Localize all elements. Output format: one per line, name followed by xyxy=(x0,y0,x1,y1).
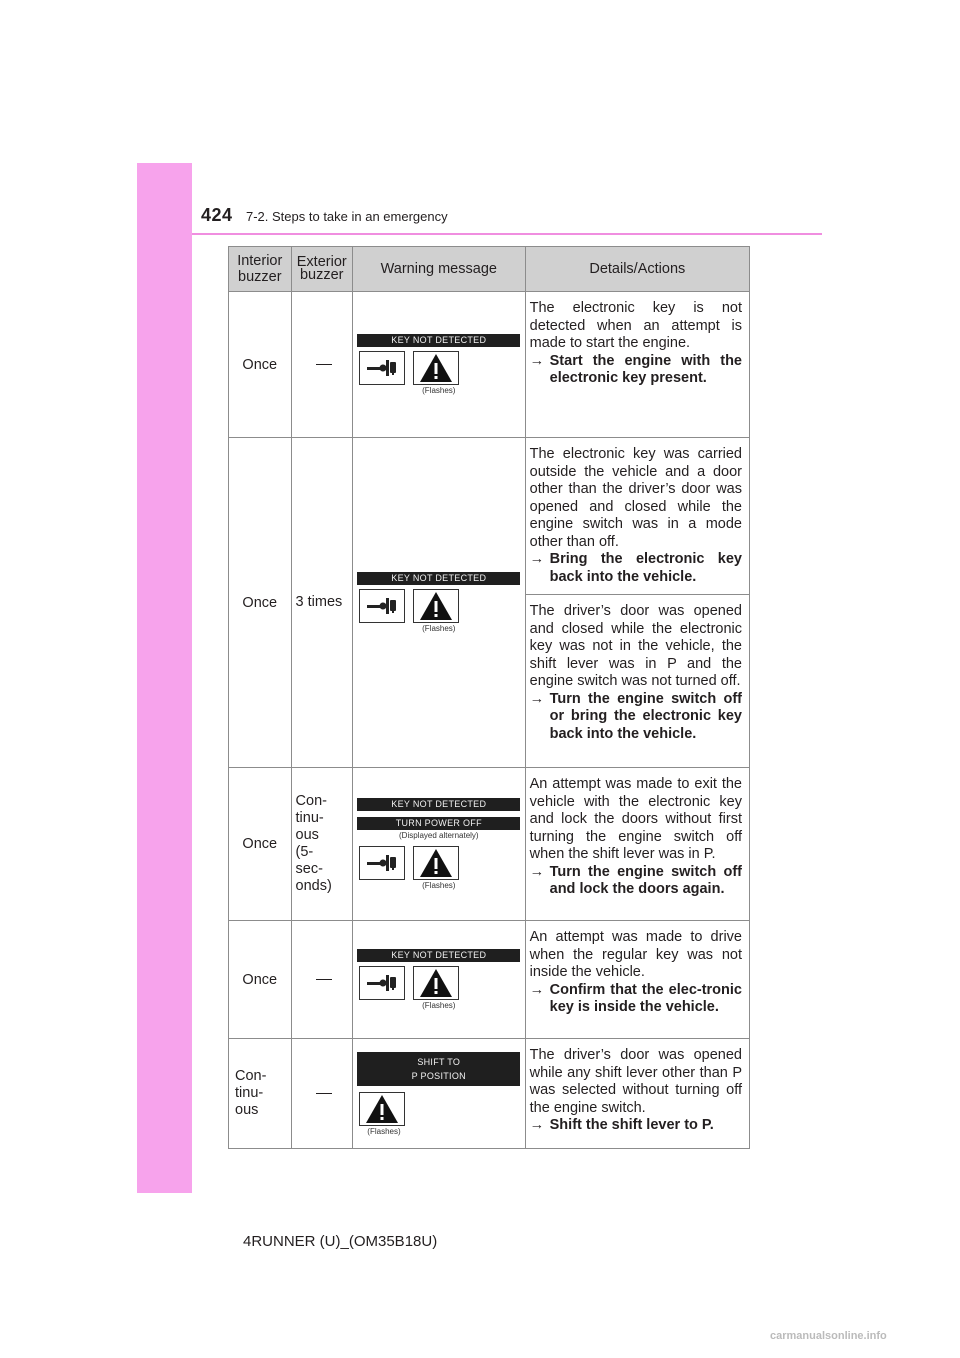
message-bar-line: P POSITION xyxy=(411,1070,466,1081)
detail-text: An attempt was made to exit the vehicle with the electronic key and lock the doors without first turning the engine switch off when the shift lever was in P. xyxy=(529,776,742,862)
exterior-buzzer-cell xyxy=(291,1039,352,1149)
exterior-buzzer-cell xyxy=(291,921,352,1039)
action-line xyxy=(530,691,742,744)
page-number: 424 xyxy=(201,205,233,225)
table-row xyxy=(229,292,750,438)
interior-buzzer-cell: Once xyxy=(229,438,292,768)
warning-triangle-icon xyxy=(413,846,459,880)
header-exterior-buzzer: Exterior buzzer xyxy=(291,247,352,292)
table-row xyxy=(229,921,750,1039)
message-bar-line: SHIFT TO xyxy=(417,1056,461,1067)
exterior-buzzer-cell: Con- tinu- ous (5- sec- onds) xyxy=(291,768,352,921)
side-tab-band xyxy=(137,163,192,1193)
header-interior-buzzer: Interior buzzer xyxy=(229,247,292,292)
warning-message-cell xyxy=(352,292,525,438)
detail-text: An attempt was made to drive when the regular key was not inside the vehicle. xyxy=(529,929,742,980)
arrow-icon: → xyxy=(529,352,545,369)
detail-text: The driver’s door was opened and closed while the electronic key was not in the vehicle, the shift lever was in P and the engine switch was not turned off. xyxy=(529,603,742,689)
detail-text: The electronic key is not detected when an attempt is made to start the engine. xyxy=(529,300,742,351)
warning-message-cell xyxy=(352,921,525,1039)
header-details-actions: Details/Actions xyxy=(525,247,749,292)
action-line xyxy=(530,982,742,1017)
flashes-caption: (Flashes) xyxy=(422,881,456,890)
action-line xyxy=(530,864,742,899)
action-line xyxy=(530,551,742,586)
flashes-caption: (Flashes) xyxy=(367,1126,401,1136)
message-bar: KEY NOT DETECTED xyxy=(357,798,520,811)
message-bar: KEY NOT DETECTED xyxy=(357,949,520,962)
interior-buzzer-cell: Once xyxy=(229,292,292,438)
watermark: carmanualsonline.info xyxy=(770,1330,887,1342)
arrow-icon: → xyxy=(529,690,545,707)
details-cell xyxy=(525,595,749,768)
detail-text: The driver’s door was opened while any shift lever other than P was selected without turning off the engine switch. xyxy=(529,1047,742,1116)
warning-triangle-icon xyxy=(413,966,459,1000)
table-row xyxy=(229,768,750,921)
action-text: Turn the engine switch off and lock the doors again. xyxy=(549,863,742,897)
arrow-icon: → xyxy=(529,1117,545,1133)
action-text: Shift the shift lever to P. xyxy=(549,1117,714,1133)
interior-buzzer-cell: Once xyxy=(229,768,292,921)
key-person-icon xyxy=(359,351,405,385)
warning-message-cell xyxy=(352,1039,525,1149)
dash-mark xyxy=(316,979,332,980)
flashes-caption: (Flashes) xyxy=(422,386,456,395)
warning-table xyxy=(228,246,750,1149)
warning-message-cell xyxy=(352,768,525,921)
key-person-icon xyxy=(359,966,405,1000)
key-person-icon xyxy=(359,589,405,623)
section-title: 7-2. Steps to take in an emergency xyxy=(246,209,448,224)
message-bar: KEY NOT DETECTED xyxy=(357,334,520,347)
flashes-caption: (Flashes) xyxy=(422,1001,456,1010)
action-line xyxy=(530,1117,742,1135)
dash-mark xyxy=(316,1093,332,1094)
warning-triangle-icon xyxy=(359,1092,405,1126)
arrow-icon: → xyxy=(529,981,545,998)
message-bar: KEY NOT DETECTED xyxy=(357,572,520,585)
action-text: Bring the electronic key back into the vehicle. xyxy=(549,551,742,585)
warning-triangle-icon xyxy=(413,351,459,385)
message-display xyxy=(357,798,520,890)
details-cell xyxy=(525,921,749,1039)
arrow-icon: → xyxy=(529,551,545,567)
details-cell xyxy=(525,768,749,921)
header-rule xyxy=(192,233,822,235)
table-row xyxy=(229,1039,750,1149)
warning-message-cell xyxy=(352,438,525,768)
exterior-buzzer-cell: 3 times xyxy=(291,438,352,768)
message-bar xyxy=(357,1052,520,1086)
interior-buzzer-cell: Once xyxy=(229,921,292,1039)
message-display xyxy=(357,572,520,633)
key-person-icon xyxy=(359,846,405,880)
action-text: Confirm that the elec-tronic key is inside the vehicle. xyxy=(549,981,742,1015)
details-cell xyxy=(525,438,749,595)
footer-model: 4RUNNER (U)_(OM35B18U) xyxy=(243,1233,438,1250)
action-line xyxy=(530,353,742,388)
message-display xyxy=(357,334,520,395)
details-cell xyxy=(525,292,749,438)
message-bar: TURN POWER OFF xyxy=(357,817,520,830)
message-display xyxy=(357,1052,520,1136)
interior-buzzer-cell: Con- tinu- ous xyxy=(229,1039,292,1149)
flashes-caption: (Flashes) xyxy=(422,624,456,633)
details-cell xyxy=(525,1039,749,1149)
table-header-row xyxy=(229,247,750,292)
arrow-icon: → xyxy=(529,863,545,880)
dash-mark xyxy=(316,364,332,365)
message-display xyxy=(357,949,520,1010)
action-text: Turn the engine switch off or bring the electronic key back into the vehicle. xyxy=(549,690,742,742)
warning-triangle-icon xyxy=(413,589,459,623)
detail-text: The electronic key was carried outside the vehicle and a door other than the driver’s door was opened and closed while the engine switch was in a mode other than off. xyxy=(529,446,742,550)
header-warning-message: Warning message xyxy=(352,247,525,292)
action-text: Start the engine with the electronic key present. xyxy=(549,352,742,386)
table-row xyxy=(229,438,750,595)
alternate-caption: (Displayed alternately) xyxy=(399,831,479,840)
exterior-buzzer-cell xyxy=(291,292,352,438)
